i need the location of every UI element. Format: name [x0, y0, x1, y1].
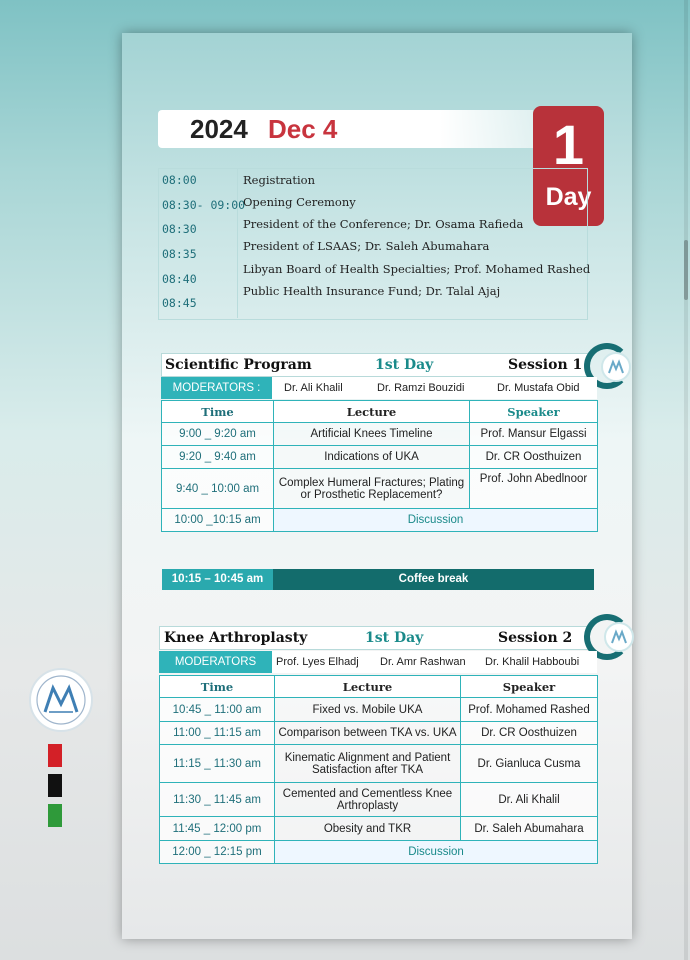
moderator-name: Dr. Khalil Habboubi	[485, 656, 580, 668]
opening-item: Opening Ceremony	[243, 195, 356, 209]
session1-table	[161, 400, 598, 532]
coffee-break-label: Coffee break	[273, 569, 594, 590]
lsaas-logo-icon	[604, 622, 634, 652]
opening-item: President of LSAAS; Dr. Saleh Abumahara	[243, 239, 490, 253]
row-lecture: Artificial Knees Timeline	[274, 423, 470, 446]
scrollbar-thumb[interactable]	[684, 240, 688, 300]
row-speaker: Prof. John Abedlnoor	[470, 469, 598, 509]
row-lecture: Kinematic Alignment and Patient Satisfaction after TKA	[275, 745, 461, 783]
row-lecture: Indications of UKA	[274, 446, 470, 469]
opening-divider	[237, 168, 238, 318]
row-speaker: Dr. CR Oosthuizen	[461, 722, 598, 745]
row-time: 11:30 _ 11:45 am	[160, 783, 275, 817]
opening-time: 08:35	[162, 247, 197, 261]
table-row	[160, 698, 598, 722]
opening-item: President of the Conference; Dr. Osama Rafieda	[243, 217, 524, 231]
speaker-header: Speaker	[461, 676, 598, 698]
table-header-row	[160, 676, 598, 698]
table-row	[160, 817, 598, 841]
opening-time: 08:30- 09:00	[162, 198, 246, 212]
flag-red-stripe	[48, 744, 62, 767]
lecture-header: Lecture	[274, 401, 470, 423]
row-lecture: Comparison between TKA vs. UKA	[275, 722, 461, 745]
row-speaker: Dr. CR Oosthuizen	[470, 446, 598, 469]
row-speaker: Dr. Saleh Abumahara	[461, 817, 598, 841]
row-time: 9:40 _ 10:00 am	[162, 469, 274, 509]
table-row	[162, 423, 598, 446]
flag-green-stripe	[48, 804, 62, 827]
row-lecture: Fixed vs. Mobile UKA	[275, 698, 461, 722]
row-time: 11:45 _ 12:00 pm	[160, 817, 275, 841]
opening-item: Registration	[243, 173, 316, 187]
table-row	[160, 783, 598, 817]
opening-item: Libyan Board of Health Specialties; Prof. Mohamed Rashed	[243, 262, 591, 276]
table-header-row	[162, 401, 598, 423]
discussion-label: Discussion	[274, 509, 598, 532]
scrollbar[interactable]	[684, 0, 688, 960]
day-badge-number: 1	[552, 113, 585, 176]
time-header: Time	[160, 676, 275, 698]
row-time: 11:15 _ 11:30 am	[160, 745, 275, 783]
time-header: Time	[162, 401, 274, 423]
session2-moderators-label: MODERATORS	[159, 651, 272, 673]
row-time: 10:00 _10:15 am	[162, 509, 274, 532]
moderator-name: Prof. Lyes Elhadj	[276, 656, 359, 668]
moderator-name: Dr. Amr Rashwan	[380, 656, 466, 668]
row-time: 9:00 _ 9:20 am	[162, 423, 274, 446]
session2-table	[159, 675, 598, 864]
flag-black-stripe	[48, 774, 62, 797]
row-lecture: Complex Humeral Fractures; Plating or Prosthetic Replacement?	[274, 469, 470, 509]
session2-day: 1st Day	[365, 630, 424, 646]
row-lecture: Obesity and TKR	[275, 817, 461, 841]
row-lecture: Cemented and Cementless Knee Arthroplasty	[275, 783, 461, 817]
day-badge-word: Day	[545, 183, 592, 211]
opening-item: Public Health Insurance Fund; Dr. Talal Ajaj	[243, 284, 501, 298]
row-speaker: Prof. Mohamed Rashed	[461, 698, 598, 722]
discussion-label: Discussion	[275, 841, 598, 864]
discussion-row	[160, 841, 598, 864]
association-logo-icon	[29, 668, 93, 732]
row-time: 9:20 _ 9:40 am	[162, 446, 274, 469]
session1-moderators-label: MODERATORS :	[161, 377, 272, 399]
row-speaker: Dr. Ali Khalil	[461, 783, 598, 817]
row-time: 12:00 _ 12:15 pm	[160, 841, 275, 864]
discussion-row	[162, 509, 598, 532]
table-row	[160, 722, 598, 745]
row-time: 10:45 _ 11:00 am	[160, 698, 275, 722]
speaker-header: Speaker	[470, 401, 598, 423]
session1-day: 1st Day	[375, 357, 434, 373]
moderator-name: Dr. Ramzi Bouzidi	[377, 382, 465, 394]
session1-number: Session 1	[508, 357, 583, 373]
opening-time: 08:40	[162, 272, 197, 286]
moderator-name: Dr. Mustafa Obid	[497, 382, 580, 394]
row-speaker: Prof. Mansur Elgassi	[470, 423, 598, 446]
moderator-name: Dr. Ali Khalil	[284, 382, 343, 394]
lsaas-logo-icon	[601, 352, 631, 382]
opening-time: 08:00	[162, 173, 197, 187]
session2-title: Knee Arthroplasty	[164, 630, 308, 646]
coffee-break-time: 10:15 – 10:45 am	[162, 569, 273, 590]
table-row	[160, 745, 598, 783]
row-time: 11:00 _ 11:15 am	[160, 722, 275, 745]
date-day: Dec 4	[268, 114, 338, 144]
row-speaker: Dr. Gianluca Cusma	[461, 745, 598, 783]
lecture-header: Lecture	[275, 676, 461, 698]
opening-time: 08:45	[162, 296, 197, 310]
table-row	[162, 446, 598, 469]
table-row	[162, 469, 598, 509]
session2-number: Session 2	[498, 630, 573, 646]
date-year: 2024	[190, 114, 248, 144]
session1-title: Scientific Program	[165, 357, 312, 373]
opening-time: 08:30	[162, 222, 197, 236]
